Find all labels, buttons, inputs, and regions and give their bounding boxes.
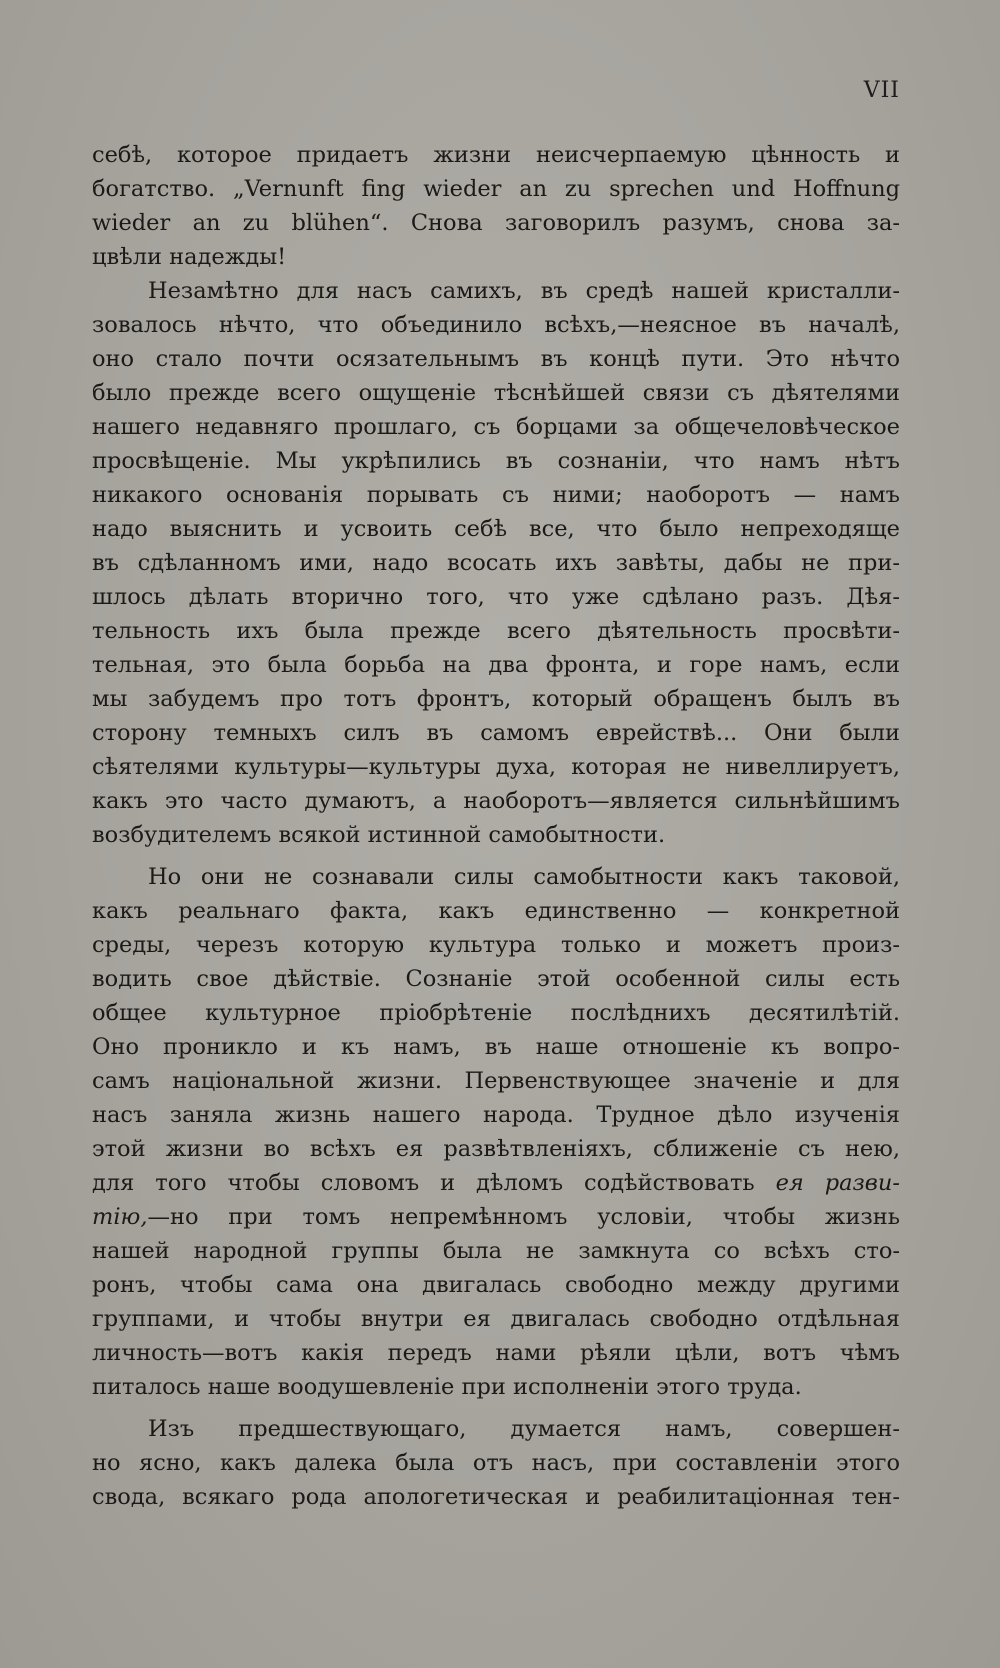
text-line: мы забудемъ про тотъ фронтъ, который обращенъ былъ въ	[92, 686, 900, 712]
text-line: сторону темныхъ силъ въ самомъ еврействѣ... Они были	[92, 720, 900, 746]
paragraph-2	[92, 274, 900, 852]
text-line: оно стало почти осязательнымъ въ концѣ пути. Это нѣчто	[92, 346, 900, 372]
text-span: —но при томъ непремѣнномъ условiи, чтобы жизнь	[147, 1204, 900, 1230]
text-line: Изъ предшествующаго, думается намъ, совершен-	[148, 1416, 900, 1442]
text-line: никакого основанiя порывать съ ними; наоборотъ — намъ	[92, 482, 900, 508]
text-line: шлось дѣлать вторично того, что уже сдѣлано разъ. Дѣя-	[92, 584, 900, 610]
text-line: группами, и чтобы внутри ея двигалась свободно отдѣльная	[92, 1306, 900, 1332]
text-line: насъ заняла жизнь нашего народа. Трудное дѣло изученiя	[92, 1102, 900, 1128]
text-line: было прежде всего ощущенiе тѣснѣйшей связи съ дѣятелями	[92, 380, 900, 406]
text-line: свода, всякаго рода апологетическая и реабилитацiонная тен-	[92, 1484, 900, 1510]
text-line: просвѣщенiе. Мы укрѣпились въ сознанiи, что намъ нѣтъ	[92, 448, 900, 474]
italic-span: ея разви-	[775, 1170, 900, 1196]
italic-span: тiю,	[92, 1204, 148, 1230]
text-line: самъ нацiональной жизни. Первенствующее значенiе и для	[92, 1068, 900, 1094]
text-line: Но они не сознавали силы самобытности какъ таковой,	[148, 864, 900, 890]
page-number: VII	[863, 78, 900, 103]
text-line: богатство. „Vernunft fing wieder an zu sprechen und Hoffnung	[92, 176, 900, 202]
text-line: общее культурное прiобрѣтенiе послѣднихъ десятилѣтiй.	[92, 1000, 900, 1026]
text-line: себѣ, которое придаетъ жизни неисчерпаемую цѣнность и	[92, 142, 900, 168]
text-line: зовалось нѣчто, что объединило всѣхъ,—неясное въ началѣ,	[92, 312, 900, 338]
text-line: нашей народной группы была не замкнута со всѣхъ сто-	[92, 1238, 900, 1264]
paragraph-1	[92, 138, 900, 274]
text-line: этой жизни во всѣхъ ея развѣтвленiяхъ, сближенiе съ нею,	[92, 1136, 900, 1162]
text-line: Незамѣтно для насъ самихъ, въ средѣ нашей кристалли-	[148, 278, 900, 304]
paragraph-4	[92, 1412, 900, 1514]
text-line: въ сдѣланномъ ими, надо всосать ихъ завѣты, дабы не при-	[92, 550, 900, 576]
paragraph-3	[92, 860, 900, 1404]
text-line: цвѣли надежды!	[92, 244, 287, 270]
text-line: сѣятелями культуры—культуры духа, которая не нивеллируетъ,	[92, 754, 900, 780]
text-line-with-italic	[92, 1166, 900, 1200]
text-line: нашего недавняго прошлаго, съ борцами за общечеловѣческое	[92, 414, 900, 440]
text-line: какъ это часто думаютъ, а наоборотъ—является сильнѣйшимъ	[92, 788, 900, 814]
text-span: для того чтобы словомъ и дѣломъ содѣйствовать	[92, 1170, 755, 1196]
text-line: личность—вотъ какiя передъ нами рѣяли цѣли, вотъ чѣмъ	[92, 1340, 900, 1366]
text-line: надо выяснить и усвоить себѣ все, что было непреходяще	[92, 516, 900, 542]
text-line-with-italic	[92, 1200, 900, 1234]
text-line: тельность ихъ была прежде всего дѣятельность просвѣти-	[92, 618, 900, 644]
text-line: водить свое дѣйствiе. Сознанiе этой особенной силы есть	[92, 966, 900, 992]
text-line: ронъ, чтобы сама она двигалась свободно между другими	[92, 1272, 900, 1298]
text-line: тельная, это была борьба на два фронта, и горе намъ, если	[92, 652, 900, 678]
text-line: но ясно, какъ далека была отъ насъ, при составленiи этого	[92, 1450, 900, 1476]
text-line: wieder an zu blühen“. Снова заговорилъ разумъ, снова за-	[92, 210, 900, 236]
text-line: Оно проникло и къ намъ, въ наше отношенiе къ вопро-	[92, 1034, 900, 1060]
body-text	[92, 138, 900, 1514]
text-line: среды, черезъ которую культура только и можетъ произ-	[92, 932, 900, 958]
text-line: возбудителемъ всякой истинной самобытности.	[92, 822, 666, 848]
text-line: питалось наше воодушевленiе при исполненiи этого труда.	[92, 1374, 802, 1400]
text-line: какъ реальнаго факта, какъ единственно — конкретной	[92, 898, 900, 924]
